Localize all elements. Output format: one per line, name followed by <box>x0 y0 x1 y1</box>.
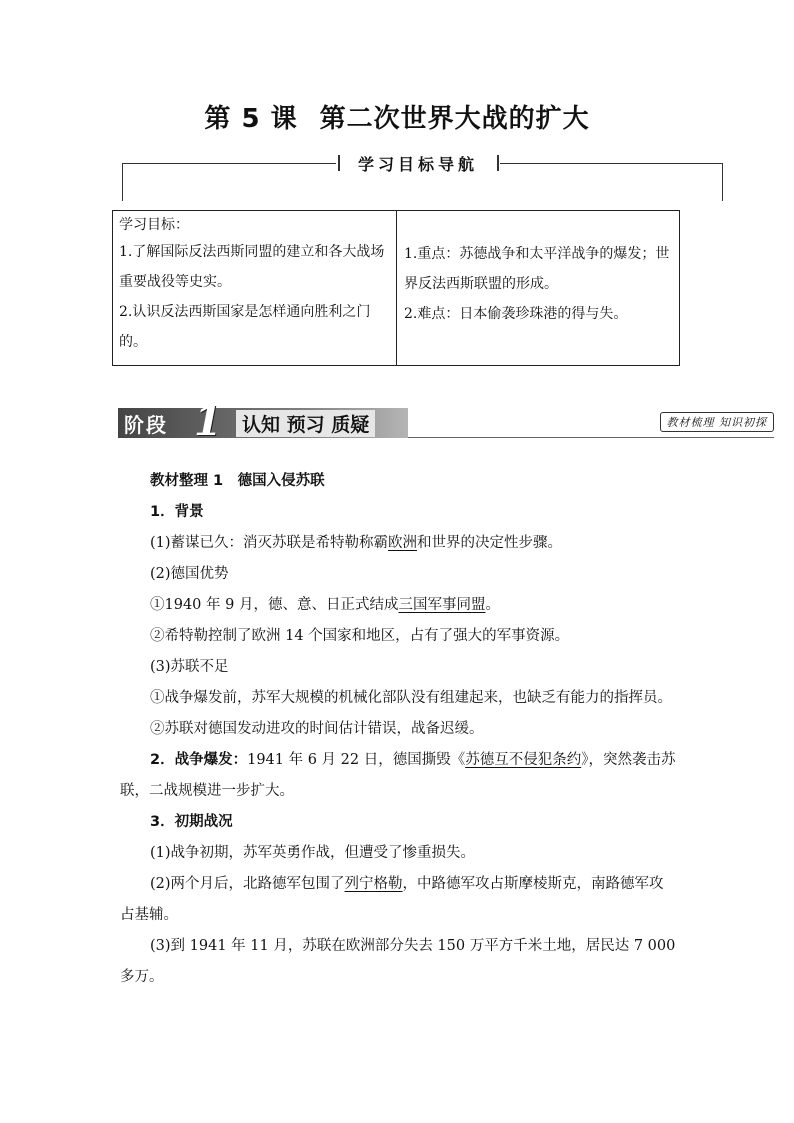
underlined-answer: 苏德互不侵犯条约 <box>465 752 582 768</box>
section-heading <box>120 466 676 497</box>
text: (2)两个月后，北路德军包围了 <box>150 876 345 892</box>
divider <box>338 155 340 171</box>
paragraph <box>120 528 676 559</box>
text: (1)蓄谋已久：消灭苏联是希特勒称霸 <box>150 535 389 551</box>
paragraph: ①战争爆发前，苏军大规模的机械化部队没有组建起来，也缺乏有能力的指挥员。 <box>150 690 672 706</box>
table-divider <box>396 211 397 365</box>
divider <box>408 437 774 438</box>
paragraph <box>120 745 676 807</box>
paragraph <box>120 869 676 931</box>
banner-stage-label: 阶段 <box>124 413 168 437</box>
text: 1941 年 6 月 22 日，德国撕毁《 <box>247 752 466 768</box>
divider <box>122 163 123 201</box>
paragraph: ②苏联对德国发动进攻的时间估计错误，战备迟缓。 <box>150 721 484 737</box>
objective-item: 1.了解国际反法西斯同盟的建立和各大战场重要战役等史实。 <box>119 244 385 290</box>
main-content <box>120 466 676 993</box>
paragraph: (3)苏联不足 <box>150 659 229 675</box>
page-title <box>0 98 794 135</box>
heading-1: 1．背景 <box>150 504 204 520</box>
banner-stage-number: 1 <box>194 398 222 445</box>
objectives-right-cell <box>404 239 676 329</box>
divider <box>122 163 336 164</box>
paragraph: (1)战争初期，苏军英勇作战，但遭受了惨重损失。 <box>150 845 476 861</box>
paragraph: (3)到 1941 年 11 月，苏联在欧洲部分失去 150 万平方千米土地，居民达 7 000 多万。 <box>120 938 676 985</box>
underlined-answer: 三国军事同盟 <box>398 597 486 613</box>
text: ，中路德军攻占斯摩棱斯克，南路德军攻占基辅。 <box>120 876 664 923</box>
underlined-answer: 欧洲 <box>388 535 418 551</box>
divider <box>497 155 499 171</box>
objective-item: 2.认识反法西斯国家是怎样通向胜利之门的。 <box>119 304 371 350</box>
heading-3: 3．初期战况 <box>150 814 233 830</box>
objectives-left-cell <box>119 215 391 357</box>
objectives-heading: 学习目标： <box>119 217 189 233</box>
nav-title: 学习目标导航 <box>357 155 478 174</box>
divider <box>722 163 723 201</box>
text: 和世界的决定性步骤。 <box>417 535 563 551</box>
heading-2: 2．战争爆发： <box>150 752 248 768</box>
lesson-name: 第二次世界大战的扩大 <box>319 104 590 134</box>
lesson-number: 第 5 课 <box>204 104 298 134</box>
text: 》，突然袭击苏联，二战规模进一步扩大。 <box>120 752 676 799</box>
paragraph: (2)德国优势 <box>150 566 229 582</box>
section-label: 教材整理 1 <box>150 473 224 489</box>
nav-bracket <box>122 150 723 202</box>
objectives-table <box>112 210 680 366</box>
underlined-answer: 列宁格勒 <box>344 876 403 892</box>
key-point-item: 1.重点：苏德战争和太平洋战争的爆发；世界反法西斯联盟的形成。 <box>404 246 670 292</box>
banner-tag: 教材梳理 知识初探 <box>660 412 775 432</box>
divider <box>500 163 723 164</box>
difficulty-item: 2.难点：日本偷袭珍珠港的得与失。 <box>404 306 628 322</box>
section-title: 德国入侵苏联 <box>237 473 325 489</box>
paragraph: ②希特勒控制了欧洲 14 个国家和地区，占有了强大的军事资源。 <box>150 628 570 644</box>
paragraph <box>120 590 676 621</box>
text: ①1940 年 9 月，德、意、日正式结成 <box>150 597 399 613</box>
banner-title: 认知 预习 质疑 <box>236 410 375 437</box>
stage-banner <box>118 398 778 445</box>
text: 。 <box>485 597 500 613</box>
